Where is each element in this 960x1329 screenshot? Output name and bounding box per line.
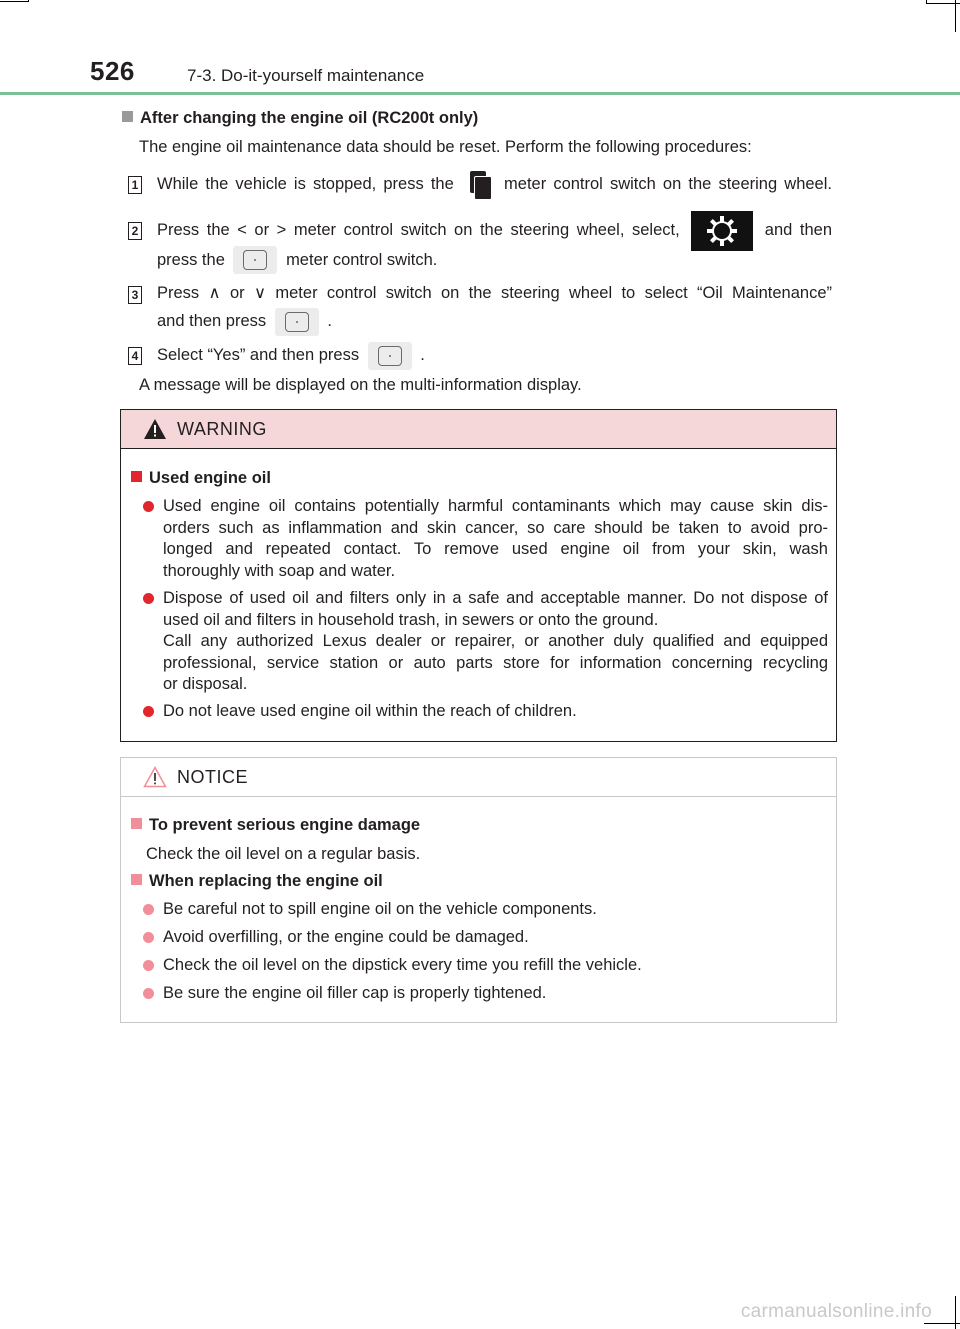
crop-mark [955,1296,956,1329]
notice-bullet [143,927,828,949]
text-line: longed and repeated contact. To remove used engine oil from your skin, wash [163,540,828,558]
notice-label: NOTICE [177,767,249,787]
section-heading-text: After changing the engine oil (RC200t only) [140,109,479,127]
notice-bullet [143,983,828,1005]
header-rule [0,92,960,95]
text-line: Used engine oil contains potentially harmful contaminants which may cause skin dis- [163,497,828,515]
step-text-part: press the [157,250,225,269]
text-line: or disposal. [163,675,248,693]
bullet-text [163,588,828,696]
text-line: Do not leave used engine oil within the reach of children. [163,702,577,720]
warning-heading [131,469,271,488]
notice-heading-text: When replacing the engine oil [149,872,383,890]
square-bullet-icon [122,111,133,122]
step-3 [128,281,832,336]
section-heading [122,109,478,128]
warning-bullet [143,588,828,696]
bullet-text: Avoid overfilling, or the engine could be damaged. [163,928,529,946]
step-text-part: and then press [157,312,267,330]
step-4 [128,340,832,370]
step-text-part: . [327,312,332,330]
step-text-part: Press the < or > meter control switch on the steering wheel, select, [157,221,680,239]
round-bullet-icon [143,593,154,604]
warning-triangle-icon [143,418,167,440]
text-line: professional, service station or auto parts store for information concerning recycling [163,653,828,672]
watermark: carmanualsonline.info [740,1301,932,1322]
bullet-text [163,701,828,723]
bullet-text: Be sure the engine oil filler cap is properly tightened. [163,984,547,1002]
notice-heading [131,816,420,835]
bullet-text: Check the oil level on the dipstick every time you refill the vehicle. [163,956,642,974]
step-text-part: meter control switch on the steering wheel. [504,175,832,193]
warning-bullet [143,496,828,582]
intro-paragraph: The engine oil maintenance data should be reset. Perform the following procedures: [139,138,752,156]
text-line: orders such as inflammation and skin cancer, so care should be taken to avoid pro- [163,518,828,537]
warning-box [120,409,837,742]
square-bullet-icon [131,874,142,885]
text-line: Call any authorized Lexus dealer or repairer, or another duly qualified and equipped [163,632,828,650]
step-text: Press ∧ or ∨ meter control switch on the steering wheel to select “Oil Maintenance” [157,284,832,302]
crop-mark [28,0,29,2]
page-header [0,52,960,98]
notice-box [120,757,837,1023]
text-line: thoroughly with soap and water. [163,561,396,580]
ok-button-icon [233,246,277,274]
notice-bullet [143,899,828,921]
bullet-text [163,496,828,582]
notice-header [121,758,836,797]
settings-gear-icon [691,211,753,251]
step-2 [128,210,832,275]
round-bullet-icon [143,988,154,999]
step-text [157,340,832,370]
round-bullet-icon [143,706,154,717]
step-text-part: meter control switch. [286,250,438,269]
message-paragraph: A message will be displayed on the multi-information display. [139,376,582,394]
notice-triangle-icon [143,766,167,788]
step-number: 4 [128,347,142,365]
step-text-part: Select “Yes” and then press [157,346,360,364]
notice-heading [131,872,383,891]
step-text-part: and then [764,221,832,239]
ok-button-icon [368,342,412,370]
step-number: 2 [128,222,142,240]
warning-bullet [143,701,828,723]
section-title: 7-3. Do-it-yourself maintenance [187,66,425,85]
warning-heading-text: Used engine oil [149,469,271,487]
step-text [157,306,832,336]
step-number: 3 [128,286,142,304]
text-line: used oil and filters in household trash, in sewers or onto the ground. [163,610,659,629]
round-bullet-icon [143,501,154,512]
crop-mark [0,1,28,2]
bullet-text: Be careful not to spill engine oil on the vehicle components. [163,900,597,918]
round-bullet-icon [143,960,154,971]
crop-mark [955,0,956,32]
notice-paragraph: Check the oil level on a regular basis. [146,845,421,863]
notice-bullet [143,955,828,977]
round-bullet-icon [143,932,154,943]
crop-mark [924,1323,960,1324]
step-number: 1 [128,176,142,194]
step-text [157,169,832,199]
round-bullet-icon [143,904,154,915]
warning-header [121,410,836,449]
step-text-part: While the vehicle is stopped, press the [157,175,454,193]
warning-label: WARNING [177,419,267,439]
page-number: 526 [90,56,135,86]
notice-heading-text: To prevent serious engine damage [149,816,421,834]
step-text-part: . [420,346,425,364]
square-bullet-icon [131,818,142,829]
step-1 [128,169,832,199]
square-bullet-icon [131,471,142,482]
ok-button-icon [275,308,319,336]
meter-display-icon [467,171,491,199]
text-line: Dispose of used oil and filters only in a safe and acceptable manner. Do not dispose of [163,589,828,607]
